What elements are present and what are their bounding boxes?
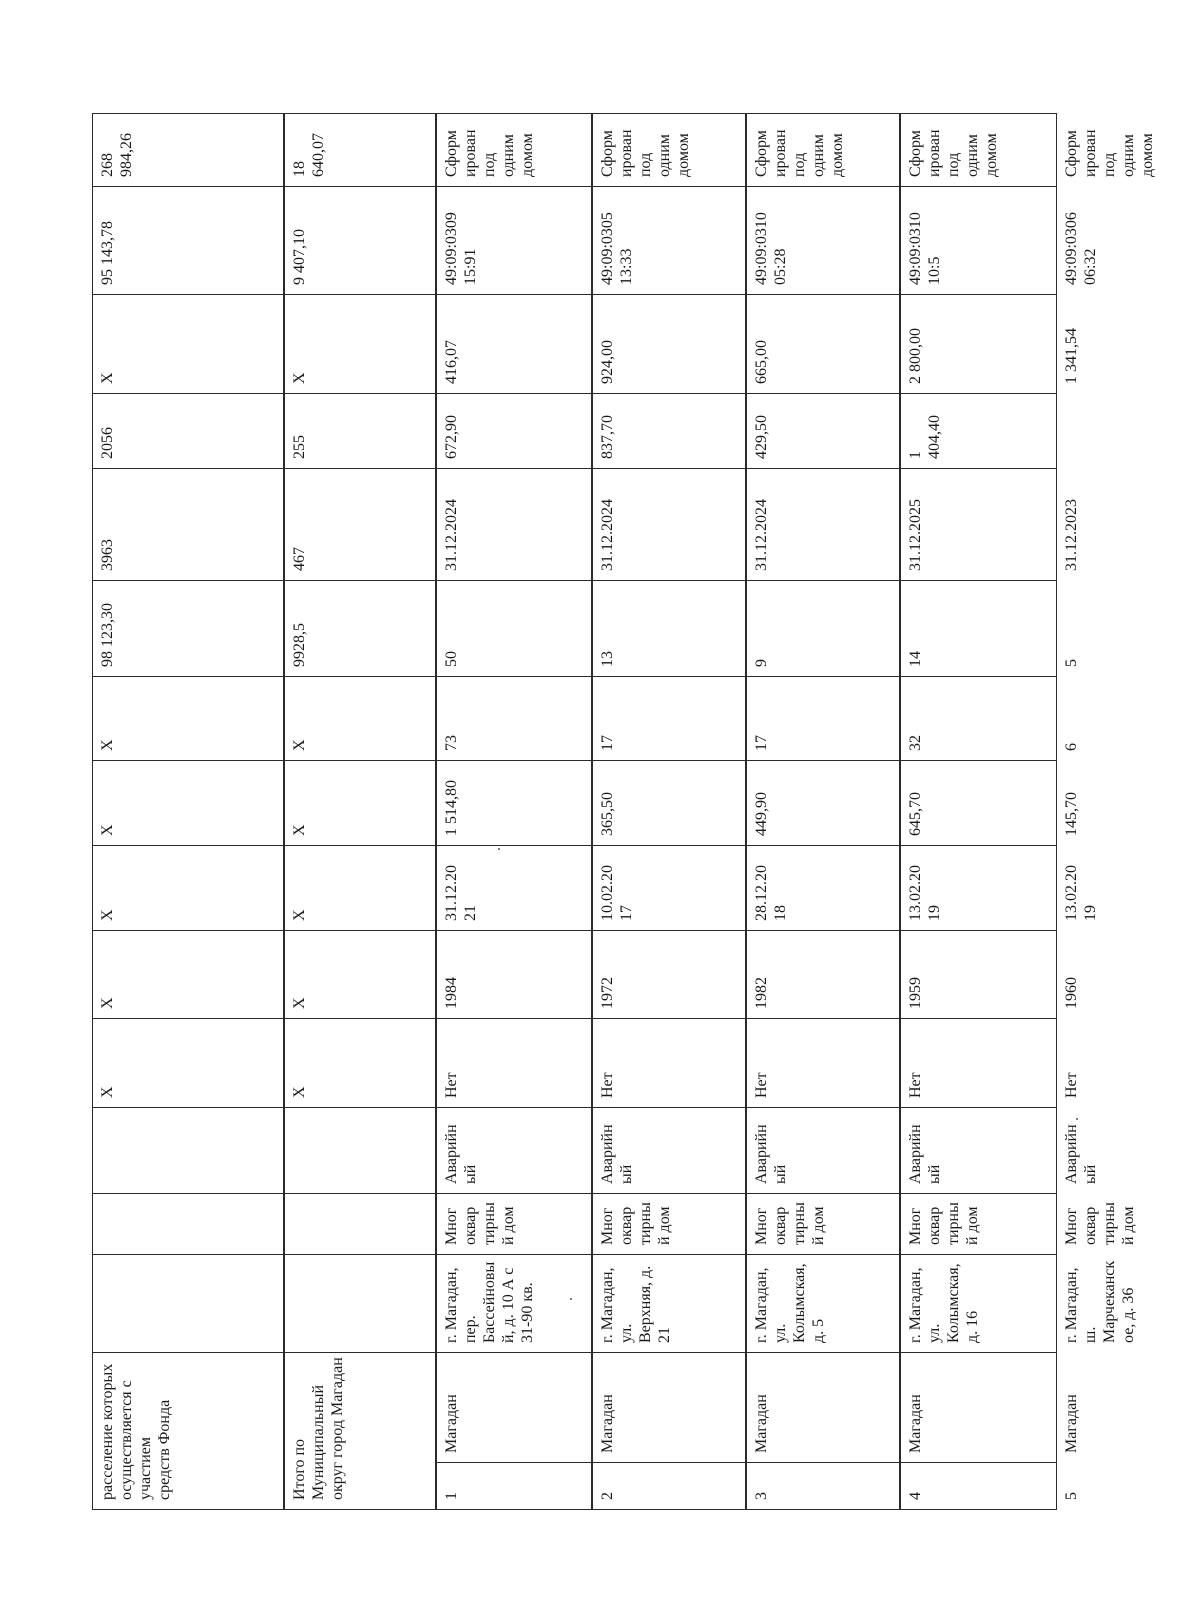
table-row-5-cell: Нет — [1063, 1072, 1080, 1098]
table-row-3-cell: г. Магадан, ул. Колымская, д. 5 — [753, 1263, 827, 1343]
table-row-3-cell: 1982 — [753, 977, 770, 1009]
table-row-subtotal-fund-cell: X — [99, 997, 116, 1009]
table-row-total-magadan-cell — [285, 1108, 435, 1192]
table-row-2-cell: 13 — [599, 651, 616, 667]
table-row-1-cell: Мног оквар тирны й дом — [443, 1202, 517, 1245]
table-row-5-cell: 1 341,54 — [1063, 328, 1080, 384]
table-row-2-cell: 17 — [599, 735, 616, 751]
table-row-5-cell: 31.12.2023 — [1063, 499, 1080, 571]
table-row-2-cell: Мног оквар тирны й дом — [599, 1202, 673, 1245]
table-row-5-cell: 145,70 — [1063, 792, 1080, 836]
table-row-subtotal-fund-cell — [93, 1108, 283, 1192]
table-row-1-cell: 73 — [443, 735, 460, 751]
table-row-total-magadan-cell: 9 407,10 — [291, 229, 308, 285]
table-row-2-cell: Аварийн ый — [599, 1124, 635, 1184]
table-row-1-cell: 1984 — [443, 977, 460, 1009]
scan-speck — [1076, 1118, 1078, 1120]
table-row-1-cell: г. Магадан, пер. Бассейновы й, д. 10 А с 31-90 кв. — [443, 1261, 536, 1343]
table-row-1-cell: 31.12.2024 — [443, 499, 460, 571]
table-row-3-cell: 31.12.2024 — [753, 499, 770, 571]
table-row-3-cell: Мног оквар тирны й дом — [753, 1202, 827, 1245]
table-row-subtotal-fund-cell: 2056 — [99, 427, 116, 459]
table-row-4-cell: г. Магадан, ул. Колымская, д. 16 — [907, 1263, 981, 1343]
table-row-5-cell: Аварийн ый — [1063, 1124, 1099, 1184]
table-row-subtotal-fund-cell: X — [99, 1086, 116, 1098]
table-row-4-cell: 4 — [907, 1492, 924, 1500]
table-row-5-cell: 5 — [1063, 659, 1080, 667]
table-row-5-cell: 49:09:0306 06:32 — [1063, 212, 1099, 285]
table-row-total-magadan-cell: X — [291, 372, 308, 384]
table-border-bottom — [92, 1509, 1057, 1510]
table-row-2-cell: 49:09:0305 13:33 — [599, 212, 635, 285]
table-row-5-cell: Магадан — [1063, 1394, 1080, 1453]
table-row-subtotal-fund-cell: 95 143,78 — [99, 221, 116, 285]
table-row-3-cell: 49:09:0310 05:28 — [753, 212, 789, 285]
table-row-1-cell: 31.12.20 21 — [443, 865, 479, 921]
table-row-4-cell: Магадан — [907, 1394, 924, 1453]
table-row-2-cell: 10.02.20 17 — [599, 865, 635, 921]
table-row-total-magadan-cell: 9928,5 — [291, 623, 308, 667]
table-row-subtotal-fund-cell: X — [99, 824, 116, 836]
table-row-subtotal-fund-cell: X — [99, 909, 116, 921]
table-row-4-cell: 31.12.2025 — [907, 499, 924, 571]
scan-speck — [570, 1298, 572, 1300]
table-row-4-cell: 13.02.20 19 — [907, 865, 943, 921]
table-row-4-cell: 1959 — [907, 977, 924, 1009]
table-row-4-cell: Мног оквар тирны й дом — [907, 1202, 981, 1245]
table-row-total-magadan-cell: X — [291, 824, 308, 836]
table-row-1-cell: Нет — [443, 1072, 460, 1098]
table-row-1-cell: Сформ ирован под одним домом — [443, 129, 536, 177]
table-row-4-cell: Нет — [907, 1072, 924, 1098]
table-row-total-magadan-cell — [285, 1255, 435, 1351]
table-row-4-cell: Сформ ирован под одним домом — [907, 129, 1000, 177]
table-row-subtotal-fund-cell: X — [99, 372, 116, 384]
table-row-4-cell: 2 800,00 — [907, 328, 924, 384]
table-row-3-cell: 17 — [753, 735, 770, 751]
table-row-2-cell: г. Магадан, ул. Верхняя, д. 21 — [599, 1265, 673, 1343]
table-row-2-cell: 2 — [599, 1492, 616, 1500]
table-row-3-cell: Аварийн ый — [753, 1124, 789, 1184]
table-row-5-cell: 13.02.20 19 — [1063, 865, 1099, 921]
table-row-subtotal-fund-cell: 3963 — [99, 539, 116, 571]
table-row-total-magadan-cell: 255 — [291, 435, 308, 459]
table-row-subtotal-fund-cell: 98 123,30 — [99, 603, 116, 667]
table-row-1-cell: 50 — [443, 651, 460, 667]
table-row-subtotal-fund-cell — [93, 1255, 283, 1351]
table-row-5-cell: г. Магадан, ш. Марчеканск ое, д. 36 — [1063, 1260, 1137, 1343]
table-row-2-cell: Магадан — [599, 1394, 616, 1453]
table-row-total-magadan-cell: Итого по Муниципальный округ город Магадан — [291, 1357, 346, 1500]
table-row-2-cell: 1972 — [599, 977, 616, 1009]
table-row-total-magadan-cell: X — [291, 909, 308, 921]
table-row-3-cell: 665,00 — [753, 340, 770, 384]
table-row-1-cell: Магадан — [443, 1394, 460, 1453]
table-row-4-cell: 49:09:0310 10:5 — [907, 212, 943, 285]
table-row-5-cell — [1057, 394, 1065, 467]
table-row-total-magadan-cell — [285, 1194, 435, 1253]
table-row-total-magadan-cell: X — [291, 1086, 308, 1098]
table-row-subtotal-fund-cell — [93, 1194, 283, 1253]
table-row-5-cell: 6 — [1063, 743, 1080, 751]
table-row-1-cell: 672,90 — [443, 415, 460, 459]
table-row-2-cell: 31.12.2024 — [599, 499, 616, 571]
table-row-4-cell: 32 — [907, 735, 924, 751]
table-row-subtotal-fund-cell: расселение которых осуществляется с участием средств Фонда — [99, 1363, 173, 1500]
table-row-total-magadan-cell: X — [291, 997, 308, 1009]
table-row-1-cell: Аварийн ый — [443, 1124, 479, 1184]
table-row-total-magadan-cell: 18 640,07 — [291, 133, 327, 177]
table-row-2-cell: 365,50 — [599, 792, 616, 836]
table-row-4-cell: Аварийн ый — [907, 1124, 943, 1184]
table-row-subtotal-fund-cell: 268 984,26 — [99, 133, 135, 177]
table-row-5-cell: 5 — [1063, 1492, 1080, 1500]
table-row-total-magadan-cell: 467 — [291, 547, 308, 571]
table-row-5-cell: Мног оквар тирны й дом — [1063, 1202, 1137, 1245]
table-row-1-cell: 1 514,80 — [443, 780, 460, 836]
table-row-1-cell: 49:09:0309 15:91 — [443, 212, 479, 285]
table-row-4-cell: 14 — [907, 651, 924, 667]
table-row-3-cell: Сформ ирован под одним домом — [753, 129, 846, 177]
table-row-3-cell: 429,50 — [753, 415, 770, 459]
table-row-5-cell: Сформ ирован под одним домом — [1063, 129, 1156, 177]
table-row-3-cell: 28.12.20 18 — [753, 865, 789, 921]
table-row-1-cell: 1 — [443, 1492, 460, 1500]
table-row-2-cell: 837,70 — [599, 415, 616, 459]
table-row-total-magadan-cell: X — [291, 739, 308, 751]
table-row-3-cell: 3 — [753, 1492, 770, 1500]
table-row-2-cell: Нет — [599, 1072, 616, 1098]
scan-speck — [498, 848, 500, 850]
table-row-1-cell: 416,07 — [443, 340, 460, 384]
table-row-3-cell: Магадан — [753, 1394, 770, 1453]
table-row-2-cell: 924,00 — [599, 340, 616, 384]
table-row-subtotal-fund-cell: X — [99, 739, 116, 751]
table-row-2-cell: Сформ ирован под одним домом — [599, 129, 692, 177]
table-row-3-cell: 449,90 — [753, 792, 770, 836]
table-row-4-cell: 1 404,40 — [907, 415, 943, 459]
table-row-3-cell: 9 — [753, 659, 770, 667]
table-row-3-cell: Нет — [753, 1072, 770, 1098]
table-row-4-cell: 645,70 — [907, 792, 924, 836]
table-row-5-cell: 1960 — [1063, 977, 1080, 1009]
